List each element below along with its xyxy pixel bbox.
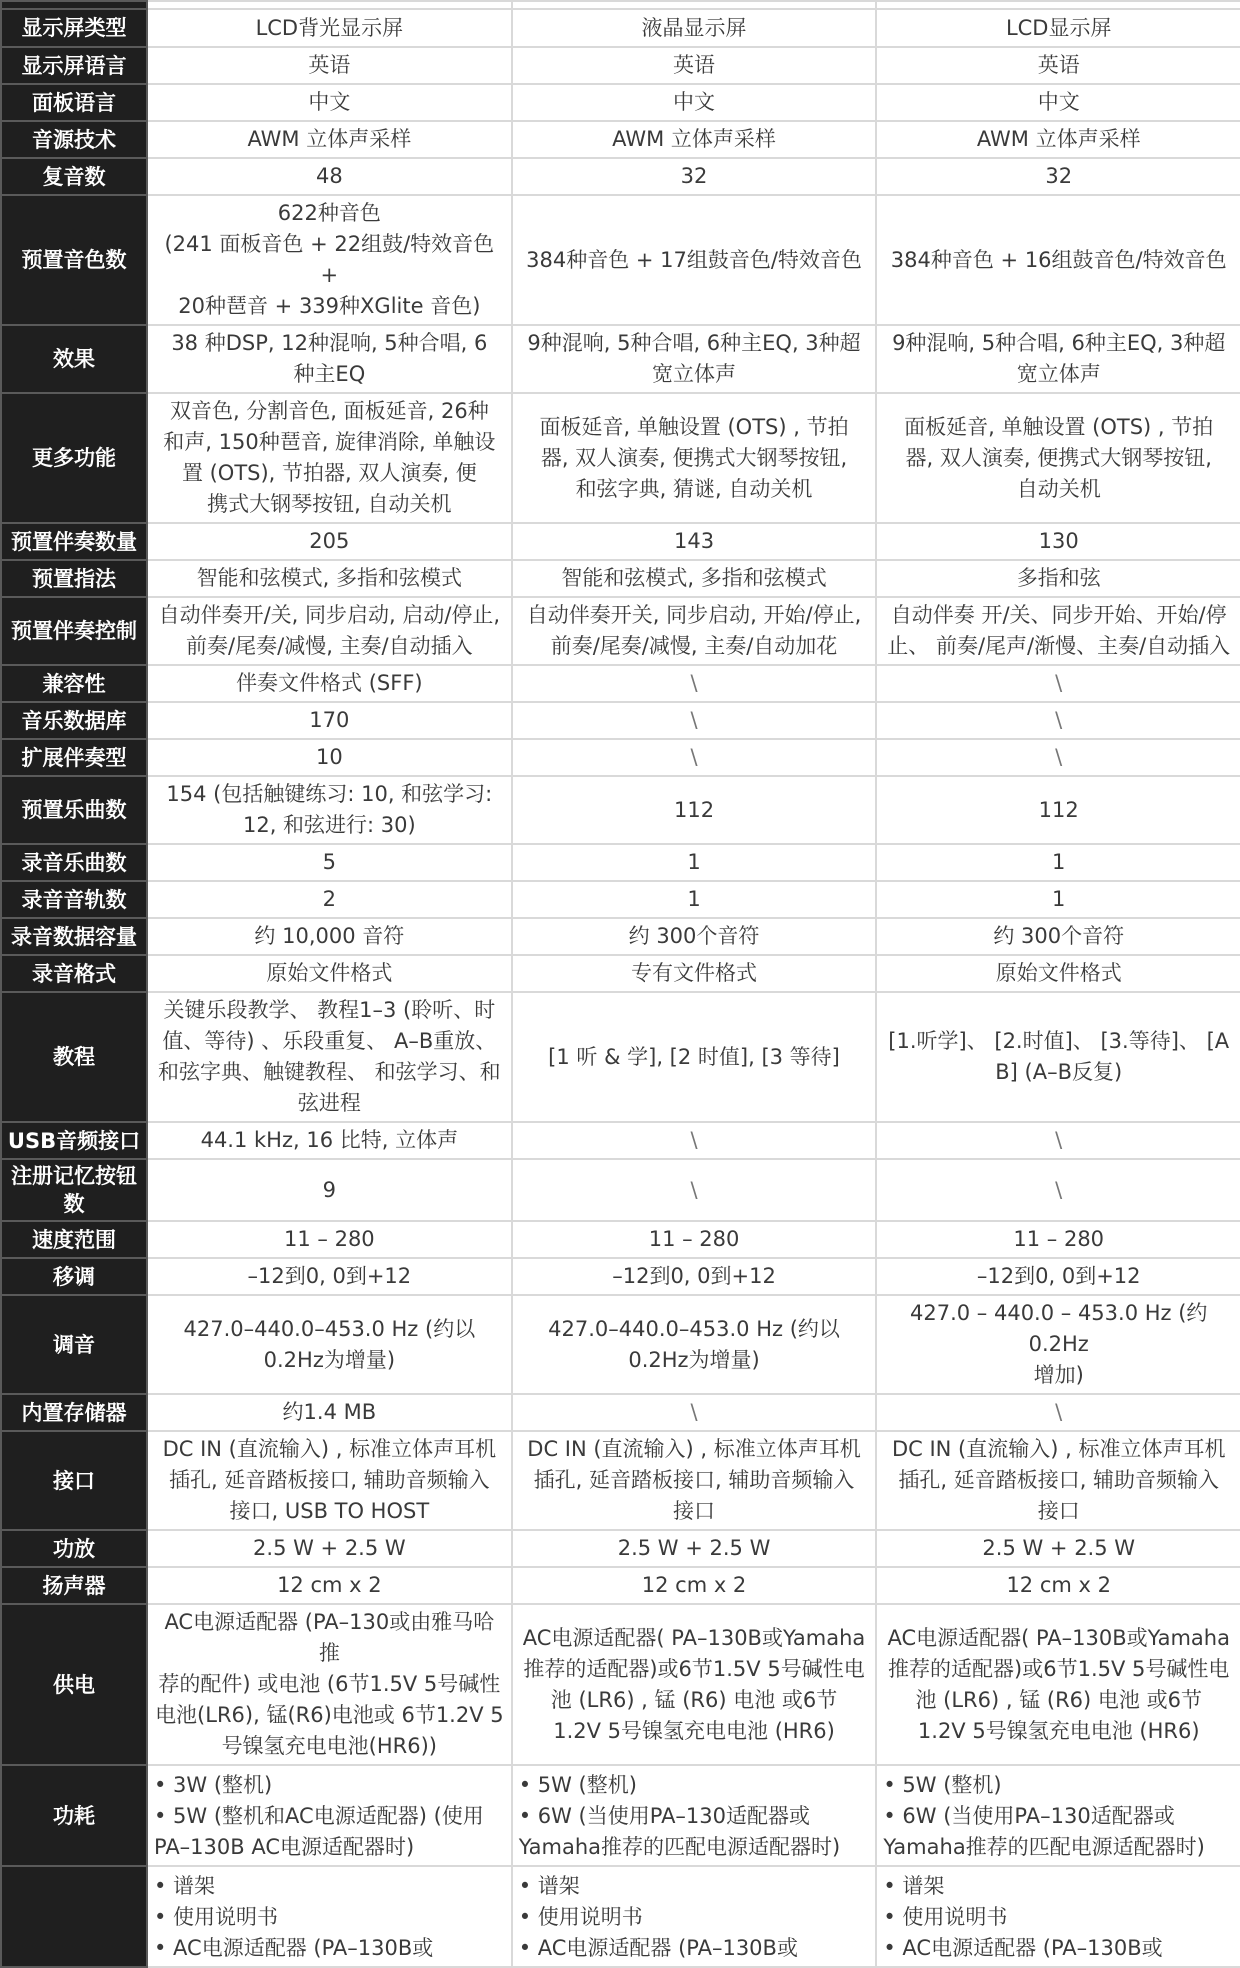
spec-row — [1, 1258, 1240, 1295]
spec-cell-model_c: • 谱架 • 使用说明书 • AC电源适配器 (PA–130B或 — [876, 1866, 1240, 1967]
spec-cell-model_c: 自动伴奏 开/关、同步开始、开始/停 止、 前奏/尾声/渐慢、主奏/自动插入 — [876, 597, 1240, 665]
spec-row — [1, 1604, 1240, 1765]
spec-row — [1, 158, 1240, 195]
spec-cell-model_c: \ — [876, 702, 1240, 739]
spec-cell-model_b: DC IN (直流输入) , 标准立体声耳机 插孔, 延音踏板接口, 辅助音频输入 接口 — [512, 1431, 877, 1530]
spec-cell-model_a: 10 — [147, 739, 512, 776]
spec-cell-model_b: 1 — [512, 881, 877, 918]
spec-cell-model_c: DC IN (直流输入) , 标准立体声耳机 插孔, 延音踏板接口, 辅助音频输入 接口 — [876, 1431, 1240, 1530]
spec-row — [1, 665, 1240, 702]
spec-row — [1, 47, 1240, 84]
spec-cell-model_c: 英语 — [876, 47, 1240, 84]
spec-row — [1, 325, 1240, 393]
spec-row — [1, 881, 1240, 918]
spec-row-label: 内置存储器 — [1, 1394, 147, 1431]
spec-row — [1, 1866, 1240, 1967]
spec-row-label: 预置伴奏控制 — [1, 597, 147, 665]
top-border-strip — [1, 1, 1240, 9]
spec-row — [1, 776, 1240, 844]
spec-cell-model_c: 多指和弦 — [876, 560, 1240, 597]
spec-row-label: 录音乐曲数 — [1, 844, 147, 881]
spec-cell-model_b: 9种混响, 5种合唱, 6种主EQ, 3种超 宽立体声 — [512, 325, 877, 393]
spec-cell-model_a: 427.0–440.0–453.0 Hz (约以 0.2Hz为增量) — [147, 1295, 512, 1394]
spec-row-label: 录音音轨数 — [1, 881, 147, 918]
spec-cell-model_c: 9种混响, 5种合唱, 6种主EQ, 3种超 宽立体声 — [876, 325, 1240, 393]
spec-cell-model_b: AC电源适配器( PA–130B或Yamaha 推荐的适配器)或6节1.5V 5号碱性电 池 (LR6) , 锰 (R6) 电池 或6节 1.2V 5号镍氢充电电池 (HR6) — [512, 1604, 877, 1765]
spec-cell-model_b: \ — [512, 665, 877, 702]
spec-row — [1, 1394, 1240, 1431]
spec-cell-model_c: 面板延音, 单触设置 (OTS) , 节拍 器, 双人演奏, 便携式大钢琴按钮, 自动关机 — [876, 393, 1240, 523]
spec-cell-model_c: [1.听学]、 [2.时值]、 [3.等待]、 [A B] (A–B反复) — [876, 992, 1240, 1122]
spec-cell-model_c: 原始文件格式 — [876, 955, 1240, 992]
spec-cell-model_c: –12到0, 0到+12 — [876, 1258, 1240, 1295]
spec-row — [1, 992, 1240, 1122]
spec-cell-model_c: \ — [876, 1394, 1240, 1431]
spec-row-label: 面板语言 — [1, 84, 147, 121]
spec-cell-model_b: 液晶显示屏 — [512, 9, 877, 47]
spec-cell-model_c: 12 cm x 2 — [876, 1567, 1240, 1604]
spec-cell-model_b: • 谱架 • 使用说明书 • AC电源适配器 (PA–130B或 — [512, 1866, 877, 1967]
spec-row-label: 显示屏类型 — [1, 9, 147, 47]
spec-cell-model_c: 384种音色 + 16组鼓音色/特效音色 — [876, 195, 1240, 325]
spec-row-label: 移调 — [1, 1258, 147, 1295]
spec-cell-model_a: • 谱架 • 使用说明书 • AC电源适配器 (PA–130B或 — [147, 1866, 512, 1967]
spec-cell-model_b: \ — [512, 1122, 877, 1159]
spec-cell-model_c: \ — [876, 1159, 1240, 1221]
spec-cell-model_c: • 5W (整机) • 6W (当使用PA–130适配器或 Yamaha推荐的匹配电源适配器时) — [876, 1765, 1240, 1866]
spec-row-label: 注册记忆按钮 数 — [1, 1159, 147, 1221]
spec-row-label: 录音数据容量 — [1, 918, 147, 955]
spec-row-label: USB音频接口 — [1, 1122, 147, 1159]
spec-cell-model_b: \ — [512, 1159, 877, 1221]
spec-cell-model_b: • 5W (整机) • 6W (当使用PA–130适配器或 Yamaha推荐的匹配电源适配器时) — [512, 1765, 877, 1866]
spec-row — [1, 1567, 1240, 1604]
spec-row — [1, 560, 1240, 597]
spec-cell-model_a: 44.1 kHz, 16 比特, 立体声 — [147, 1122, 512, 1159]
spec-row — [1, 1431, 1240, 1530]
spec-cell-model_c: LCD显示屏 — [876, 9, 1240, 47]
spec-row — [1, 1221, 1240, 1258]
spec-table-body — [1, 1, 1240, 1967]
spec-cell-model_b: [1 听 & 学], [2 时值], [3 等待] — [512, 992, 877, 1122]
spec-cell-model_a: 中文 — [147, 84, 512, 121]
spec-row-label — [1, 1866, 147, 1967]
spec-row-label: 供电 — [1, 1604, 147, 1765]
spec-cell-model_a: –12到0, 0到+12 — [147, 1258, 512, 1295]
spec-row-label: 速度范围 — [1, 1221, 147, 1258]
spec-cell-model_b: 智能和弦模式, 多指和弦模式 — [512, 560, 877, 597]
spec-row-label: 接口 — [1, 1431, 147, 1530]
spec-cell-model_b: 384种音色 + 17组鼓音色/特效音色 — [512, 195, 877, 325]
spec-cell-model_c: AWM 立体声采样 — [876, 121, 1240, 158]
spec-cell-model_b: \ — [512, 702, 877, 739]
spec-cell-model_b: 自动伴奏开关, 同步启动, 开始/停止, 前奏/尾奏/减慢, 主奏/自动加花 — [512, 597, 877, 665]
spec-row — [1, 702, 1240, 739]
spec-cell-model_b: 427.0–440.0–453.0 Hz (约以 0.2Hz为增量) — [512, 1295, 877, 1394]
spec-row-label: 显示屏语言 — [1, 47, 147, 84]
spec-row — [1, 1122, 1240, 1159]
spec-cell-model_b: 专有文件格式 — [512, 955, 877, 992]
spec-cell-model_c: 112 — [876, 776, 1240, 844]
spec-row — [1, 195, 1240, 325]
spec-row-label: 预置伴奏数量 — [1, 523, 147, 560]
spec-cell-model_c: 11 – 280 — [876, 1221, 1240, 1258]
spec-cell-model_a: • 3W (整机) • 5W (整机和AC电源适配器) (使用 PA–130B AC电源适配器时) — [147, 1765, 512, 1866]
spec-row-label: 预置指法 — [1, 560, 147, 597]
spec-cell-model_a: 英语 — [147, 47, 512, 84]
spec-cell-model_c: \ — [876, 665, 1240, 702]
spec-cell-model_c: AC电源适配器( PA–130B或Yamaha 推荐的适配器)或6节1.5V 5号碱性电 池 (LR6) , 锰 (R6) 电池 或6节 1.2V 5号镍氢充电电池 (HR6) — [876, 1604, 1240, 1765]
spec-cell-model_c: 1 — [876, 881, 1240, 918]
spec-row-label: 预置音色数 — [1, 195, 147, 325]
spec-cell-model_c: \ — [876, 739, 1240, 776]
spec-cell-model_b: 112 — [512, 776, 877, 844]
spec-row-label: 调音 — [1, 1295, 147, 1394]
spec-row — [1, 1159, 1240, 1221]
spec-row-label: 效果 — [1, 325, 147, 393]
spec-cell-model_a: 自动伴奏开/关, 同步启动, 启动/停止, 前奏/尾奏/减慢, 主奏/自动插入 — [147, 597, 512, 665]
spec-cell-model_a: 12 cm x 2 — [147, 1567, 512, 1604]
spec-cell-model_b: 中文 — [512, 84, 877, 121]
spec-row-label: 扩展伴奏型 — [1, 739, 147, 776]
spec-cell-model_a: 智能和弦模式, 多指和弦模式 — [147, 560, 512, 597]
spec-cell-model_b: –12到0, 0到+12 — [512, 1258, 877, 1295]
spec-row — [1, 523, 1240, 560]
spec-row — [1, 1530, 1240, 1567]
spec-cell-model_a: 2 — [147, 881, 512, 918]
spec-cell-model_a: 48 — [147, 158, 512, 195]
spec-row — [1, 597, 1240, 665]
spec-cell-model_b: 32 — [512, 158, 877, 195]
spec-cell-model_a: 11 – 280 — [147, 1221, 512, 1258]
spec-row — [1, 1765, 1240, 1866]
spec-row — [1, 844, 1240, 881]
spec-row-label: 兼容性 — [1, 665, 147, 702]
spec-cell-model_a: 约 10,000 音符 — [147, 918, 512, 955]
spec-cell-model_a: 38 种DSP, 12种混响, 5种合唱, 6 种主EQ — [147, 325, 512, 393]
spec-cell-model_a: 170 — [147, 702, 512, 739]
spec-cell-model_a: 9 — [147, 1159, 512, 1221]
spec-cell-model_a: 双音色, 分割音色, 面板延音, 26种 和声, 150种琶音, 旋律消除, 单触设 置 (OTS), 节拍器, 双人演奏, 便 携式大钢琴按钮, 自动关机 — [147, 393, 512, 523]
spec-cell-model_b: 143 — [512, 523, 877, 560]
spec-cell-model_a: 关键乐段教学、 教程1–3 (聆听、时 值、等待) 、乐段重复、 A–B重放、 和弦字典、触键教程、 和弦学习、和 弦进程 — [147, 992, 512, 1122]
spec-cell-model_c: 32 — [876, 158, 1240, 195]
spec-cell-model_a: DC IN (直流输入) , 标准立体声耳机 插孔, 延音踏板接口, 辅助音频输入 接口, USB TO HOST — [147, 1431, 512, 1530]
spec-row — [1, 918, 1240, 955]
spec-cell-model_a: AWM 立体声采样 — [147, 121, 512, 158]
spec-row-label: 扬声器 — [1, 1567, 147, 1604]
spec-row-label: 功放 — [1, 1530, 147, 1567]
spec-row — [1, 739, 1240, 776]
spec-cell-model_b: 12 cm x 2 — [512, 1567, 877, 1604]
spec-cell-model_a: 伴奏文件格式 (SFF) — [147, 665, 512, 702]
spec-cell-model_b: 1 — [512, 844, 877, 881]
spec-row-label: 教程 — [1, 992, 147, 1122]
spec-cell-model_b: 11 – 280 — [512, 1221, 877, 1258]
spec-row-label: 复音数 — [1, 158, 147, 195]
spec-cell-model_b: AWM 立体声采样 — [512, 121, 877, 158]
spec-row-label: 录音格式 — [1, 955, 147, 992]
spec-cell-model_b: \ — [512, 1394, 877, 1431]
spec-cell-model_c: 427.0 – 440.0 – 453.0 Hz (约0.2Hz 增加) — [876, 1295, 1240, 1394]
spec-row-label: 音源技术 — [1, 121, 147, 158]
spec-cell-model_c: 130 — [876, 523, 1240, 560]
spec-row — [1, 955, 1240, 992]
spec-row — [1, 84, 1240, 121]
spec-row — [1, 9, 1240, 47]
spec-row-label: 音乐数据库 — [1, 702, 147, 739]
spec-row-label: 更多功能 — [1, 393, 147, 523]
spec-cell-model_b: 英语 — [512, 47, 877, 84]
spec-cell-model_a: 154 (包括触键练习: 10, 和弦学习: 12, 和弦进行: 30) — [147, 776, 512, 844]
spec-row — [1, 121, 1240, 158]
spec-cell-model_c: 2.5 W + 2.5 W — [876, 1530, 1240, 1567]
spec-cell-model_a: 205 — [147, 523, 512, 560]
spec-cell-model_a: 原始文件格式 — [147, 955, 512, 992]
spec-row-label: 功耗 — [1, 1765, 147, 1866]
spec-cell-model_a: LCD背光显示屏 — [147, 9, 512, 47]
spec-cell-model_a: 622种音色 (241 面板音色 + 22组鼓/特效音色 + 20种琶音 + 339种XGlite 音色) — [147, 195, 512, 325]
spec-cell-model_b: 面板延音, 单触设置 (OTS) , 节拍 器, 双人演奏, 便携式大钢琴按钮, 和弦字典, 猜谜, 自动关机 — [512, 393, 877, 523]
spec-cell-model_a: 5 — [147, 844, 512, 881]
spec-cell-model_a: 2.5 W + 2.5 W — [147, 1530, 512, 1567]
spec-cell-model_c: 1 — [876, 844, 1240, 881]
spec-cell-model_c: 约 300个音符 — [876, 918, 1240, 955]
spec-row-label: 预置乐曲数 — [1, 776, 147, 844]
spec-row — [1, 393, 1240, 523]
spec-cell-model_b: 约 300个音符 — [512, 918, 877, 955]
spec-cell-model_a: AC电源适配器 (PA–130或由雅马哈推 荐的配件) 或电池 (6节1.5V 5号碱性 电池(LR6), 锰(R6)电池或 6节1.2V 5 号镍氢充电电池(HR6)) — [147, 1604, 512, 1765]
spec-cell-model_a: 约1.4 MB — [147, 1394, 512, 1431]
spec-cell-model_c: \ — [876, 1122, 1240, 1159]
spec-cell-model_b: \ — [512, 739, 877, 776]
spec-cell-model_c: 中文 — [876, 84, 1240, 121]
spec-row — [1, 1295, 1240, 1394]
spec-cell-model_b: 2.5 W + 2.5 W — [512, 1530, 877, 1567]
